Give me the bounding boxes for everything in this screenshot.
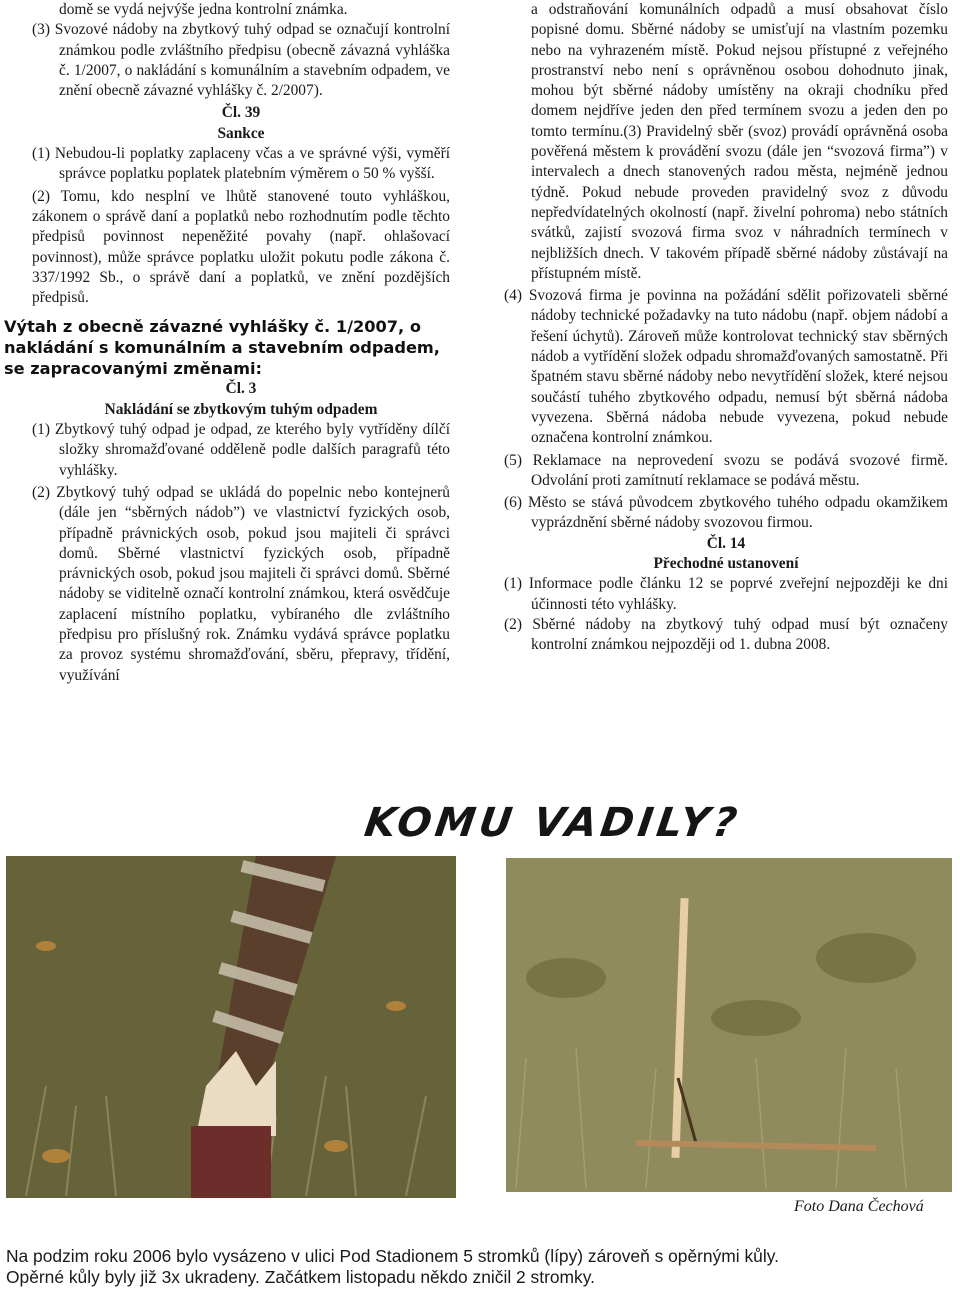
right-column (504, 0, 948, 656)
article-3-number: Čl. 3 (225, 380, 257, 398)
broken-stake-illustration (506, 858, 952, 1192)
article-3-paragraph-4: (4) Svozová firma je povinna na požádání sdělit pořizovateli sběrné nádoby technické požadavky na tuto nádobu (např. objem nádobí a řešení úchytů). Zároveň může kontrolovat technický stav sběrných nádob a vytřídění složek odpadu shromažďovaných samostatně. Při špatném stavu sběrné nádoby nebo nevytřídění složek, které nejsou součástí tuhého zbytkového odpadu, nemusí být sběrná nádoba vyvezena. Sběrná nádoba nebude vyvezena, pokud nebude označena kontrolní známkou. (504, 287, 948, 447)
article-14-paragraph-1: (1) Informace podle článku 12 se poprvé zveřejní nejpozději ke dni účinnosti této vyhlášky. (504, 575, 948, 613)
bottom-caption-line-1: Na podzim roku 2006 bylo vysázeno v ulici Pod Stadionem 5 stromků (lípy) zároveň s opěrnými kůly. (6, 1246, 779, 1266)
article-3-paragraph-1: (1) Zbytkový tuhý odpad je odpad, ze kterého byly vytříděny dílčí složky shromažďované odděleně podle dalších paragrafů této vyhlášky. (32, 421, 450, 479)
sanction-paragraph-2: (2) Tomu, kdo nesplní ve lhůtě stanovené touto vyhláškou, zákonem o správě daní a poplatků nebo rozhodnutím podle těchto předpisů povinnost nepeněžité povahy (např. ohlašovací povinnost), může správce poplatku uložit pokutu podle zákona č. 337/1992 Sb., o správě daní a poplatků, ve znění pozdějších předpisů. (32, 187, 450, 307)
sanction-paragraph-1: (1) Nebudou-li poplatky zaplaceny včas a ve správné výši, vyměří správce poplatku poplatek platebním výměrem o 50 % vyšší. (32, 145, 450, 183)
bottom-caption (6, 1246, 954, 1288)
article-14-number: Čl. 14 (706, 534, 746, 552)
left-paragraph-3: (3) Svozové nádoby na zbytkový tuhý odpad se označují kontrolní známkou podle zvláštního předpisu (obecně závazná vyhláška č. 1/2007, o nakládání s komunálním a stavebním odpadem, ve znění obecně závazné vyhlášky č. 2/2007). (32, 21, 450, 100)
photo-damaged-tree (6, 856, 456, 1198)
left-column (4, 0, 450, 686)
photo-section-title: KOMU VADILY? (361, 800, 744, 846)
article-14-paragraph-2: (2) Sběrné nádoby na zbytkový tuhý odpad musí být označeny kontrolní známkou nejpozději od 1. dubna 2008. (504, 615, 948, 654)
article-3-paragraph-2: (2) Zbytkový tuhý odpad se ukládá do popelnic nebo kontejnerů (dále jen “sběrných nádob”) ve vlastnictví fyzických osob, případně právnických osob, pokud jsou majiteli či správci domů. Sběrné vlastnictví fyzických osob, případně právnických osob, pokud jsou majiteli či správci domů. Sběrné nádoby se viditelně označí kontrolní známkou, která osvědčuje zaplacení místního poplatku, vybíraného dle zvláštního předpisu pro příslušný rok. Známku vydává správce poplatku za provoz systému shromažďování, sběru, přepravy, třídění, využívání (32, 483, 450, 684)
article-3-title: Nakládání se zbytkovým tuhým odpadem (104, 400, 378, 418)
damaged-tree-illustration (6, 856, 456, 1198)
left-paragraph-continuation: domě se vydá nejvýše jedna kontrolní známka. (59, 1, 348, 18)
bottom-caption-line-2: Opěrné kůly byly již 3x ukradeny. Začátkem listopadu někdo zničil 2 stromky. (6, 1267, 595, 1287)
photo-broken-stake (506, 858, 952, 1192)
article-3-paragraph-6: (6) Město se stává původcem zbytkového tuhého odpadu okamžikem vyprázdnění sběrné nádoby svozovou firmou. (504, 494, 948, 532)
right-paragraph-continuation: a odstraňování komunálních odpadů a musí obsahovat číslo popisné domu. Sběrné nádoby se umisťují na vlastním pozemku nebo na vyhrazeném místě. Pokud nejsou přístupné z veřejného prostranství nebo není s oprávněnou osobou dohodnuto jinak, mohou být sběrné nádoby umístěny na okraji chodníku před domem nejdříve jeden den před termínem svozu a jeden den po tomto termínu.(3) Pravidelný sběr (svoz) provádí oprávněná osoba pověřená městem k provádění svozu (dále jen “svozová firma”) v intervalech a dnech stanovených radou města, nejméně jednou týdně. Pokud nebude proveden pravidelný svoz z důvodu nepředvídatelných okolností (např. živelní pohroma) nebo státních svátků, zajistí svozová firma svoz v náhradních termínech v nejbližších dnech. V takovém případě sběrné nádoby zůstávají na přístupném místě. (531, 1, 948, 282)
article-39-title: Sankce (217, 124, 265, 142)
article-14-title: Přechodné ustanovení (653, 555, 799, 573)
article-3-paragraph-5: (5) Reklamace na neprovedení svozu se podává svozové firmě. Odvolání proti zamítnutí reklamace se podává městu. (504, 451, 948, 489)
article-39-number: Čl. 39 (221, 104, 261, 122)
photo-credit: Foto Dana Čechová (794, 1198, 924, 1215)
extract-heading: Výtah z obecně závazné vyhlášky č. 1/2007, o nakládání s komunálním a stavebním odpadem, se zapracovanými změnami: (4, 317, 440, 379)
